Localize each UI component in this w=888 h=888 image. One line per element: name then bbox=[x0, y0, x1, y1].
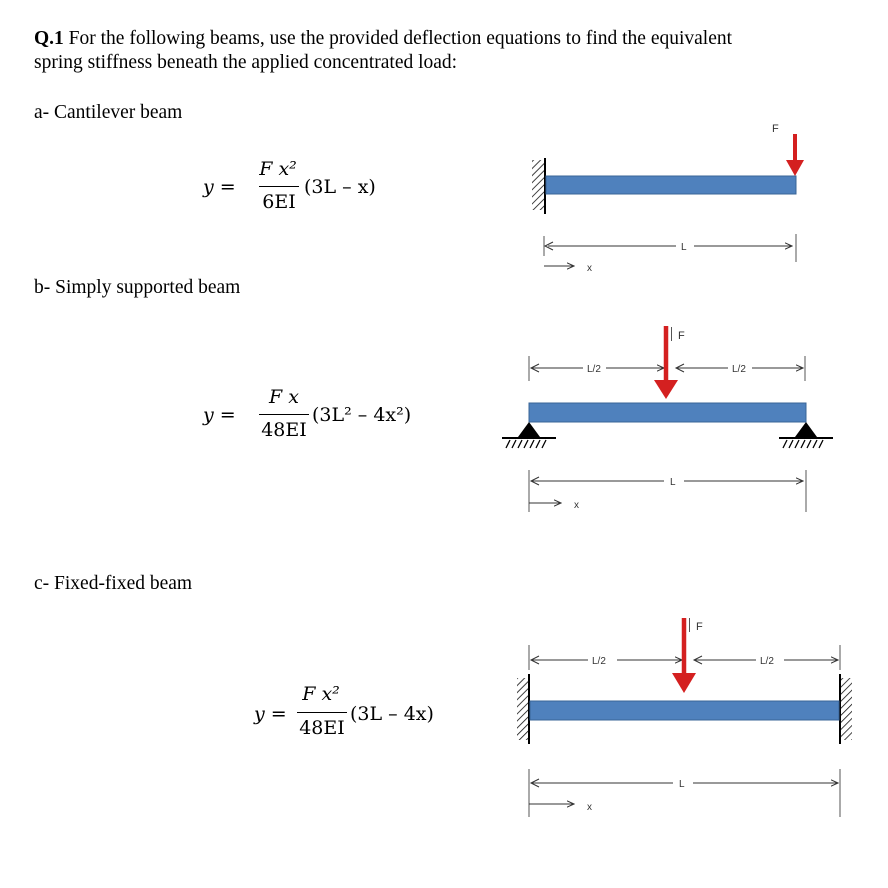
equation-b-rest: (3L² – 4x²) bbox=[312, 404, 412, 426]
force-arrow-icon bbox=[654, 326, 678, 399]
equation-c-lhs: y = bbox=[254, 703, 287, 725]
question-text-line2: spring stiffness beneath the applied concentrated load: bbox=[34, 52, 458, 73]
force-label-a: F bbox=[772, 123, 779, 135]
beam-c bbox=[530, 701, 839, 720]
section-b-label: b- Simply supported beam bbox=[34, 277, 241, 298]
section-c-label: c- Fixed-fixed beam bbox=[34, 573, 193, 594]
equation-a-rest: (3L – x) bbox=[304, 176, 376, 198]
figure-a-cantilever bbox=[532, 123, 804, 274]
half-right-label-c: L/2 bbox=[760, 656, 774, 667]
question-text-line1: For the following beams, use the provided deflection equations to find the equivalent bbox=[68, 28, 733, 49]
equation-a-denominator: 6EI bbox=[262, 191, 296, 213]
beam-a bbox=[546, 176, 796, 194]
coord-label-b: x bbox=[574, 500, 579, 511]
coord-label-a: x bbox=[587, 263, 592, 274]
equation-c-denominator: 48EI bbox=[299, 717, 345, 739]
question-number: Q.1 bbox=[34, 28, 64, 49]
fixed-wall-support-icon bbox=[532, 158, 545, 214]
force-arrow-icon bbox=[786, 134, 804, 176]
figure-b-simply-supported bbox=[502, 326, 833, 512]
force-label-b: F bbox=[678, 330, 685, 342]
equation-c-numerator: F x² bbox=[302, 683, 340, 705]
equation-c-rest: (3L – 4x) bbox=[350, 703, 434, 725]
pin-support-left-icon bbox=[502, 422, 556, 448]
force-arrow-icon bbox=[672, 618, 696, 693]
pin-support-right-icon bbox=[779, 422, 833, 448]
fixed-wall-left-icon bbox=[517, 674, 529, 744]
beam-b bbox=[529, 403, 806, 422]
force-label-c: F bbox=[696, 621, 703, 633]
span-label-c: L bbox=[679, 779, 685, 790]
half-left-label-c: L/2 bbox=[592, 656, 606, 667]
section-a-label: a- Cantilever beam bbox=[34, 102, 183, 123]
half-left-label-b: L/2 bbox=[587, 364, 601, 375]
coord-label-c: x bbox=[587, 802, 592, 813]
equation-b-numerator: F x bbox=[269, 386, 299, 408]
figure-c-fixed-fixed bbox=[517, 618, 852, 817]
span-label-b: L bbox=[670, 477, 676, 488]
equation-a-lhs: y = bbox=[203, 176, 236, 198]
fixed-wall-right-icon bbox=[840, 674, 852, 744]
equation-b-denominator: 48EI bbox=[261, 419, 307, 441]
equation-b-lhs: y = bbox=[203, 404, 236, 426]
span-label-a: L bbox=[681, 242, 687, 253]
equation-a-numerator: F x² bbox=[259, 158, 297, 180]
half-right-label-b: L/2 bbox=[732, 364, 746, 375]
